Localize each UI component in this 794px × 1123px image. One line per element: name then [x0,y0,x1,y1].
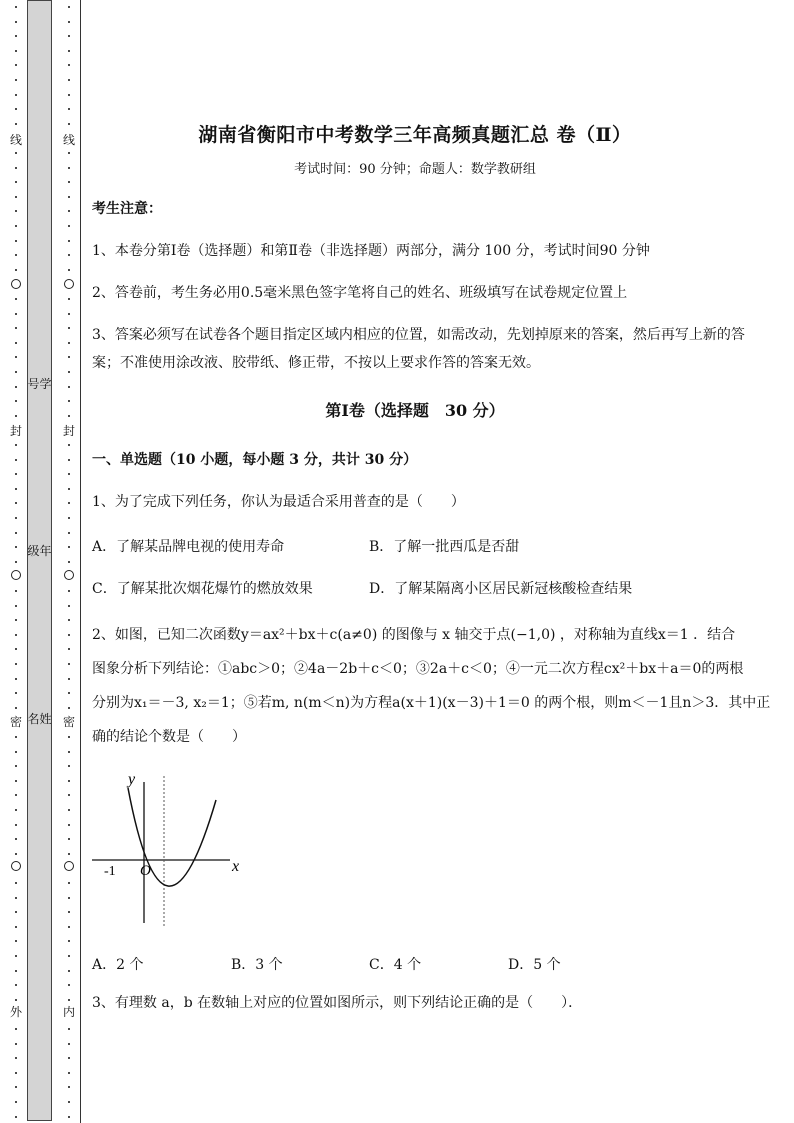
binding-dot [15,1057,17,1059]
binding-dot [15,371,17,373]
binding-dot [68,853,70,855]
binding-dot [15,181,17,183]
student-number-label: 号学 [27,377,52,391]
binding-dot [15,970,17,972]
parabola-graph [88,768,258,933]
binding-dot [15,648,17,650]
binding-dot [15,1116,17,1118]
binding-dot [15,897,17,899]
binding-dot [68,50,70,52]
binding-dot [68,897,70,899]
binding-dot [15,663,17,665]
binding-dot [68,79,70,81]
binding-dot [15,984,17,986]
binding-dot [15,736,17,738]
binding-dot [68,371,70,373]
binding-dot [15,152,17,154]
q2-option-b: B．3 个 [231,957,283,973]
origin-label: O [140,863,151,879]
binding-dot [15,79,17,81]
binding-dot [68,1116,70,1118]
binding-dot [15,488,17,490]
outer-char-mi: 密 [9,715,22,729]
binding-dot [68,692,70,694]
binding-dot [68,64,70,66]
binding-dot [15,1072,17,1074]
binding-dot [68,648,70,650]
binding-dot [15,678,17,680]
q3-stem: 3、有理数 a，b 在数轴上对应的位置如图所示，则下列结论正确的是（ ）． [92,995,583,1011]
binding-dot [15,619,17,621]
binding-dot [68,108,70,110]
binding-dot [68,561,70,563]
binding-dot [15,955,17,957]
binding-right-line [80,0,81,1123]
binding-dot [15,590,17,592]
binding-dot [68,517,70,519]
q1-option-c: C．了解某批次烟花爆竹的燃放效果 [92,581,313,597]
binding-dot [68,123,70,125]
binding-dot [68,605,70,607]
binding-dot [68,765,70,767]
binding-dot [15,1086,17,1088]
binding-dot [68,678,70,680]
binding-dot [68,1072,70,1074]
binding-dot [68,794,70,796]
binding-dot [68,663,70,665]
binding-dot [15,1028,17,1030]
y-axis-label: y [128,771,136,788]
binding-dot [68,590,70,592]
binding-dot [68,254,70,256]
binding-dot [68,400,70,402]
inner-dotted-line [62,0,76,1123]
binding-dot [15,692,17,694]
binding-dot [15,21,17,23]
binding-dot [15,853,17,855]
q1-option-a: A．了解某品牌电视的使用寿命 [92,539,285,555]
minus-one-label: -1 [104,864,116,879]
binding-dot [68,926,70,928]
binding-dot [68,970,70,972]
outer-char-feng: 封 [9,424,22,438]
binding-dot [68,1043,70,1045]
page-title: 湖南省衡阳市中考数学三年高频真题汇总 卷（Ⅱ） [198,124,632,146]
q2-line-2: 图象分析下列结论：①abc＞0；②4a－2b＋c＜0；③2a＋c＜0；④一元二次方程cx²＋bx＋a＝0的两根 [92,661,744,677]
q1-stem: 1、为了完成下列任务，你认为最适合采用普查的是（ ） [92,494,465,510]
outer-circle-2 [11,570,21,580]
q1-option-b: B．了解一批西瓜是否甜 [369,539,520,555]
section-title: 第Ⅰ卷（选择题 30 分） [325,401,505,420]
q2-line-3: 分别为x₁＝－3, x₂＝1；⑤若m, n(m＜n)为方程a(x＋1)(x－3)＋1＝0 的两个根，则m＜－1且n＞3．其中正 [92,695,771,711]
binding-dot [15,517,17,519]
outer-circle-1 [11,279,21,289]
notice-item-1: 1、本卷分第Ⅰ卷（选择题）和第Ⅱ卷（非选择题）两部分，满分 100 分，考试时间90 分钟 [92,243,650,259]
binding-dot [15,35,17,37]
binding-dot [15,809,17,811]
binding-dot [15,561,17,563]
binding-dot [68,94,70,96]
binding-dot [68,473,70,475]
binding-dot [68,1086,70,1088]
binding-dot [68,809,70,811]
binding-dot [68,298,70,300]
binding-dot [15,546,17,548]
inner-char-mi: 密 [62,715,75,729]
binding-dot [15,882,17,884]
binding-dot [15,1101,17,1103]
binding-dot [15,765,17,767]
binding-dot [15,167,17,169]
outer-char-xian: 线 [9,133,22,147]
q2-line-4: 确的结论个数是（ ） [92,729,246,745]
binding-dot [15,824,17,826]
binding-dot [68,415,70,417]
binding-dot [15,108,17,110]
page-subtitle: 考试时间：90 分钟；命题人：数学教研组 [294,162,536,177]
q2-line-1: 2、如图，已知二次函数y＝ax²＋bx＋c(a≠0) 的图像与 x 轴交于点(−1,0) ，对称轴为直线x＝1 ．结合 [92,627,736,643]
binding-dot [15,502,17,504]
q1-option-d: D．了解某隔离小区居民新冠核酸检查结果 [369,581,633,597]
binding-dot [15,999,17,1001]
binding-dot [15,386,17,388]
inner-circle-2 [64,570,74,580]
q2-option-a: A．2 个 [92,957,144,973]
binding-dot [15,415,17,417]
binding-dot [15,794,17,796]
notice-item-2: 2、答卷前，考生务必用0.5毫米黑色签字笔将自己的姓名、班级填写在试卷规定位置上 [92,285,628,301]
binding-dot [68,327,70,329]
binding-dot [68,21,70,23]
binding-dot [68,386,70,388]
binding-dot [15,459,17,461]
binding-dot [68,196,70,198]
binding-dot [68,488,70,490]
binding-dot [15,838,17,840]
binding-dot [68,546,70,548]
binding-dot [68,780,70,782]
binding-dot [15,210,17,212]
binding-dot [15,1043,17,1045]
binding-dot [68,225,70,227]
binding-dot [15,269,17,271]
binding-dot [68,152,70,154]
notice-heading: 考生注意： [92,201,162,217]
binding-dot [15,50,17,52]
q2-option-c: C．4 个 [369,957,422,973]
binding-dot [68,6,70,8]
binding-dot [68,1101,70,1103]
binding-dot [68,751,70,753]
binding-dot [15,780,17,782]
binding-dot [15,254,17,256]
binding-dot [15,473,17,475]
binding-dot [15,751,17,753]
binding-dot [68,444,70,446]
inner-char-feng: 封 [62,424,75,438]
binding-dot [68,1057,70,1059]
binding-dot [68,984,70,986]
binding-dot [15,940,17,942]
binding-dot [68,911,70,913]
notice-item-3: 3、答案必须写在试卷各个题目指定区域内相应的位置，如需改动，先划掉原来的答案，然后再写上新的答案；不准使用涂改液、胶带纸、修正带，不按以上要求作答的答案无效。 [92,327,745,371]
binding-dot [15,400,17,402]
part-heading: 一、单选题（10 小题，每小题 3 分，共计 30 分） [92,452,418,468]
binding-dot [68,634,70,636]
binding-dot [68,838,70,840]
binding-dot [15,911,17,913]
binding-dot [68,955,70,957]
binding-dot [68,167,70,169]
binding-strip [27,0,52,1121]
binding-dot [68,269,70,271]
binding-dot [15,298,17,300]
binding-dot [15,123,17,125]
q2-option-d: D．5 个 [508,957,561,973]
binding-dot [68,181,70,183]
binding-dot [15,240,17,242]
binding-dot [68,940,70,942]
binding-dot [15,342,17,344]
inner-circle-1 [64,279,74,289]
binding-dot [15,327,17,329]
binding-dot [68,35,70,37]
binding-dot [68,999,70,1001]
binding-dot [68,707,70,709]
binding-dot [15,6,17,8]
binding-dot [15,64,17,66]
binding-dot [68,502,70,504]
name-label: 名姓 [27,712,52,726]
binding-dot [68,824,70,826]
outer-dotted-line [9,0,23,1123]
binding-dot [68,882,70,884]
binding-dot [15,532,17,534]
binding-dot [68,210,70,212]
binding-dot [15,444,17,446]
inner-char-nei: 内 [62,1005,75,1019]
inner-circle-3 [64,861,74,871]
binding-dot [68,342,70,344]
outer-circle-3 [11,861,21,871]
binding-dot [15,926,17,928]
binding-dot [15,196,17,198]
grade-label: 级年 [27,544,52,558]
binding-dot [68,313,70,315]
binding-dot [68,240,70,242]
binding-dot [15,94,17,96]
binding-dot [15,225,17,227]
binding-dot [15,707,17,709]
binding-dot [68,532,70,534]
outer-char-wai: 外 [9,1005,22,1019]
binding-dot [15,313,17,315]
binding-dot [15,356,17,358]
x-axis-label: x [232,858,240,875]
binding-dot [68,1028,70,1030]
binding-dot [68,736,70,738]
binding-dot [68,459,70,461]
binding-dot [68,356,70,358]
inner-char-xian: 线 [62,133,75,147]
binding-dot [15,634,17,636]
binding-dot [15,605,17,607]
binding-dot [68,619,70,621]
